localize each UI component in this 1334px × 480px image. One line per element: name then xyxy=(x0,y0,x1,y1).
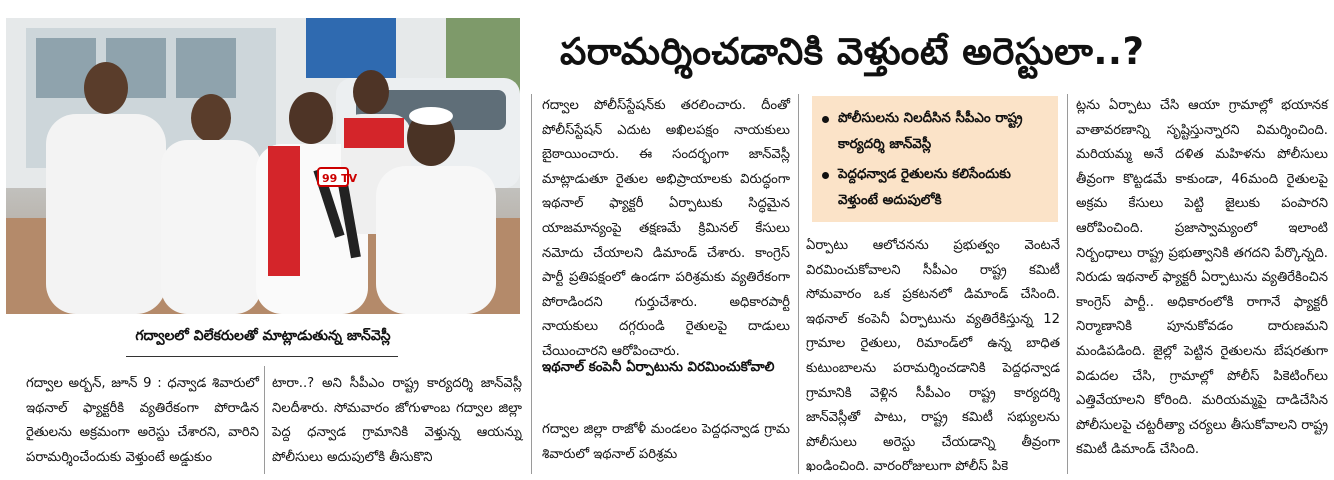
highlight-item xyxy=(822,106,1050,158)
highlight-text: పెద్దధన్వాడ రైతులను కలిసేందుకు వెళ్తుంటే అదుపులోకి xyxy=(838,167,1011,208)
bullet-icon xyxy=(822,116,829,123)
article-text: గద్వాల జిల్లా రాజోళీ మండలం పెద్దధన్వాడ గ్రామ శివారులో ఇథనాల్‌ పరిశ్రమ xyxy=(542,422,790,462)
column-divider xyxy=(798,94,799,474)
highlight-box xyxy=(812,96,1058,222)
article-text: గద్వాల పోలీస్‌స్టేషన్‌కు తరలించారు. దీంతో పోలీస్‌స్టేషన్‌ ఎదుట అఖిలపక్షం నాయకులు బైఠాయించారు. ఈ సందర్భంగా జాన్‌వెస్లీ మాట్లాడుతూ రైతుల అభిప్రాయాలకు విరుద్ధంగా ఇథనాల్‌ ఫ్యాక్టరీ ఏర్పాటుకు సిద్ధమైన యాజమాన్యంపై తక్షణమే క్రిమినల్‌ కేసులు నమోదు చేయాలని డిమాండ్‌ చేశారు. కాంగ్రెస్‌ పార్టీ ప్రతిపక్షంలో ఉండగా పరిశ్రమకు వ్యతిరేకంగా పోరాడిందని గుర్తుచేశారు. అధికారపార్టీ నాయకులు దగ్గరుండి రైతులపై దాడులు చేయించారని ఆరోపించారు. xyxy=(542,98,790,359)
article-column-5 xyxy=(1076,94,1328,474)
caption-divider xyxy=(126,356,398,357)
bullet-icon xyxy=(822,172,829,179)
article-column-2 xyxy=(272,372,522,472)
article-column-3 xyxy=(542,94,790,359)
mic-label: 99 TV xyxy=(322,172,358,185)
article-column-1 xyxy=(26,372,259,472)
article-text: ఏర్పాటు ఆలోచనను ప్రభుత్వం వెంటనే విరమించుకోవాలని సీపీఎం రాష్ట్ర కమిటీ సోమవారం ఒక ప్రకటనలో డిమాండ్‌ చేసింది. ఇథనాల్‌ కంపెనీ ఏర్పాటును వ్యతిరేకిస్తున్న 12 గ్రామాల రైతులు, రిమాండ్‌లో ఉన్న బాధిత కుటుంబాలను పరామర్శించడానికి పెద్దధన్వాడ గ్రామానికి వెళ్లిన సీపీఎం రాష్ట్ర కార్యదర్శి జాన్‌వెస్లీతో పాటు, రాష్ట్ర కమిటీ సభ్యులను పోలీసులు అరెస్టు చేయడాన్ని తీవ్రంగా ఖండించింది. వారంరోజులుగా పోలీస్‌ పికె xyxy=(806,238,1060,475)
photo-caption: గద్వాలలో విలేకరులతో మాట్లాడుతున్న జాన్‌వెస్లీ xyxy=(135,328,391,344)
article-text: ట్లను ఏర్పాటు చేసి ఆయా గ్రామాల్లో భయానక వాతావరణాన్ని సృష్టిస్తున్నారని విమర్శించింది. మరియమ్మ అనే దళిత మహిళను పోలీసులు తీవ్రంగా కొట్టడమే కాకుండా, 46మంది రైతులపై అక్రమ కేసులు పెట్టి జైలుకు పంపారని ఆరోపించింది. ప్రజాస్వామ్యంలో ఇలాంటి నిర్బంధాలు రాష్ట్ర ప్రభుత్వానికి తగదని పేర్కొన్నది. నిరుడు ఇథనాల్‌ ఫ్యాక్టరీ ఏర్పాటును వ్యతిరేకించిన కాంగ్రెస్‌ పార్టీ.. అధికారంలోకి రాగానే ఫ్యాక్టరీ నిర్మాణానికి పూనుకోవడం దారుణమని మండిపడింది. జైల్లో పెట్టిన రైతులను బేషరతుగా విడుదల చేసి, గ్రామాల్లో పోలీస్‌ పికెటింగ్‌లు ఎత్తివేయాలని కోరింది. మరియమ్మపై దాడిచేసిన పోలీసులపై చట్టరీత్యా చర్యలు తీసుకోవాలని రాష్ట్ర కమిటీ డిమాండ్‌ చేసింది. xyxy=(1076,98,1328,458)
article-text: గద్వాల అర్బన్‌, జూన్‌ 9 : ధన్వాడ శివారులో ఇథనాల్‌ ఫ్యాక్టరీకి వ్యతిరేకంగా పోరాడిన రైతులను అక్రమంగా అరెస్టు చేశారని, వారిని పరామర్శించేందుకు వెళ్తుంటే అడ్డుకుం xyxy=(26,376,259,465)
highlight-text: పోలీసులను నిలదీసిన సీపీఎం రాష్ట్ర కార్యదర్శి జాన్‌వెస్లీ xyxy=(838,111,1023,152)
column-divider xyxy=(1067,94,1068,474)
article-text: టారా..? అని సీపీఎం రాష్ట్ర కార్యదర్శి జాన్‌వెస్లీ నిలదీశారు. సోమవారం జోగుళాంబ గద్వాల జిల్లా పెద్ద ధన్వాడ గ్రామానికి వెళ్తున్న ఆయన్ను పోలీసులు అదుపులోకి తీసుకొని xyxy=(272,376,522,465)
article-column-4 xyxy=(806,234,1060,474)
news-photo xyxy=(6,18,520,314)
highlight-item xyxy=(822,162,1050,214)
headline: పరామర్శించడానికి వెళ్తుంటే అరెస్టులా..? xyxy=(560,30,1145,73)
column-divider xyxy=(264,366,265,474)
subheading: ఇథనాల్‌ కంపెనీ ఏర్పాటును విరమించుకోవాలి xyxy=(542,360,775,375)
article-column-3-continued xyxy=(542,418,790,474)
column-divider xyxy=(531,94,532,474)
